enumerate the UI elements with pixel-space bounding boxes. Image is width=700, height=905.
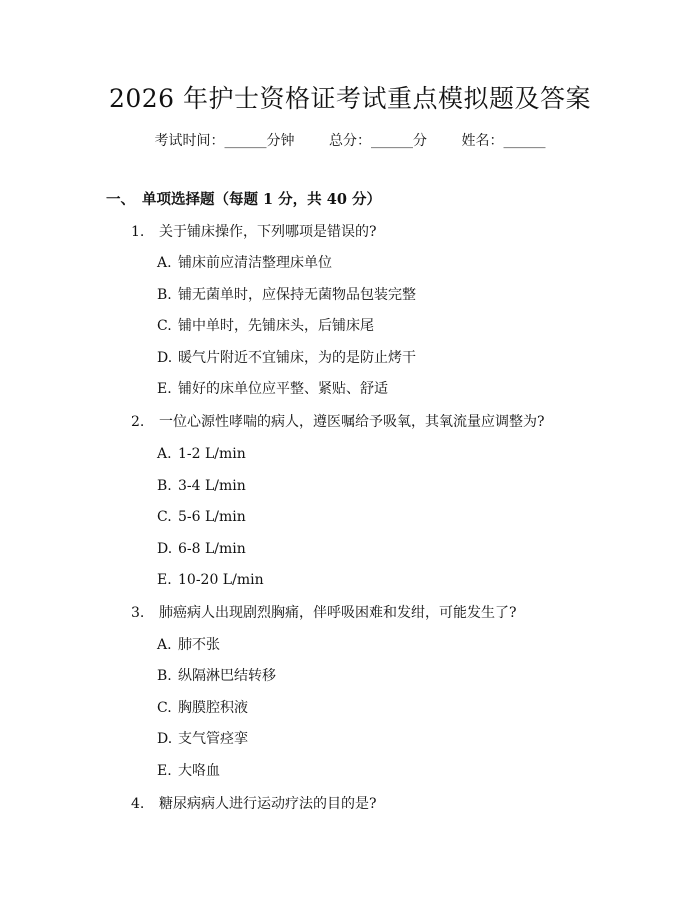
option-text: 大咯血 [178,763,220,779]
question-2-option-e [157,570,264,590]
option-text: 暖气片附近不宜铺床，为的是防止烤干 [178,350,416,366]
question-text: 一位心源性哮喘的病人，遵医嘱给予吸氧，其氧流量应调整为? [159,414,545,430]
question-2-option-d [157,539,246,559]
option-text: 铺中单时，先铺床头，后铺床尾 [178,318,374,334]
option-letter: C. [157,700,172,716]
question-3-option-e [157,761,220,781]
option-text: 支气管痉挛 [178,731,248,747]
question-1 [131,222,377,242]
option-letter: E. [157,381,172,397]
option-text: 6-8 L/min [178,541,246,557]
question-text: 肺癌病人出现剧烈胸痛，伴呼吸困难和发绀，可能发生了? [159,605,517,621]
option-text: 铺无菌单时，应保持无菌物品包装完整 [178,287,416,303]
option-letter: C. [157,509,172,525]
option-letter: E. [157,572,172,588]
question-1-option-d [157,348,416,368]
option-letter: D. [157,350,173,366]
option-text: 10-20 L/min [178,572,264,588]
option-text: 纵隔淋巴结转移 [178,668,276,684]
option-letter: C. [157,318,172,334]
section-heading [106,189,381,211]
option-letter: D. [157,731,173,747]
option-text: 铺床前应清洁整理床单位 [178,255,332,271]
question-1-option-b [157,285,416,305]
question-number: 4. [131,796,145,812]
question-3-option-c [157,698,248,718]
total-score-field: 总分：______分 [329,133,427,149]
question-number: 2. [131,414,145,430]
option-text: 肺不张 [178,637,220,653]
question-2 [131,412,545,432]
question-text: 糖尿病病人进行运动疗法的目的是? [159,796,377,812]
option-letter: D. [157,541,173,557]
option-letter: A. [157,255,172,271]
question-3-option-b [157,666,276,686]
question-number: 3. [131,605,145,621]
option-letter: A. [157,446,172,462]
exam-info-line [0,131,700,151]
question-3 [131,603,517,623]
section-number: 一、 [106,191,135,208]
question-1-option-a [157,253,332,273]
question-number: 1. [131,224,145,240]
exam-time-field: 考试时间：______分钟 [154,133,295,149]
option-letter: A. [157,637,172,653]
option-letter: E. [157,763,172,779]
question-4 [131,794,377,814]
option-letter: B. [157,478,172,494]
option-letter: B. [157,287,172,303]
question-2-option-b [157,476,246,496]
question-2-option-a [157,444,246,464]
question-2-option-c [157,507,246,527]
question-1-option-e [157,379,388,399]
question-3-option-d [157,729,248,749]
name-field: 姓名：______ [461,133,546,149]
question-3-option-a [157,635,220,655]
option-text: 5-6 L/min [178,509,246,525]
question-text: 关于铺床操作，下列哪项是错误的? [159,224,377,240]
option-text: 胸膜腔积液 [178,700,248,716]
question-1-option-c [157,316,374,336]
section-label: 单项选择题（每题 1 分，共 40 分） [142,191,381,208]
option-text: 铺好的床单位应平整、紧贴、舒适 [178,381,388,397]
option-letter: B. [157,668,172,684]
option-text: 1-2 L/min [178,446,246,462]
document-title: 2026 年护士资格证考试重点模拟题及答案 [108,84,592,113]
option-text: 3-4 L/min [178,478,246,494]
